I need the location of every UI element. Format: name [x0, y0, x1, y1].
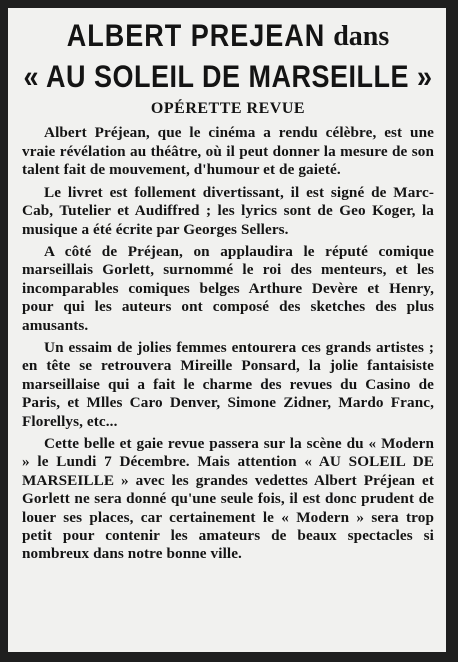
paragraph: Cette belle et gaie revue passera sur la scène du « Modern » le Lundi 7 Décembre. Mais attention « AU SOLEIL DE MARSEILLE » avec les grandes vedettes Albert Préjean et Gorlett ne sera donné qu'une seule fois, il est donc prudent de louer ses places, car certainement le « Modern » sera trop petit pour contenir les amateurs de beaux spectacles si nombreux dans notre bonne ville.	[22, 434, 434, 563]
article-body	[22, 124, 434, 563]
headline-title: ALBERT PREJEAN	[66, 18, 326, 54]
newspaper-clipping	[8, 8, 446, 652]
subtitle: OPÉRETTE REVUE	[150, 100, 306, 118]
paragraph: Albert Préjean, que le cinéma a rendu célèbre, est une vraie révélation au théâtre, où il peut donner la mesure de son talent fait de mouvement, d'humour et de gaieté.	[22, 124, 434, 179]
headline	[22, 18, 434, 54]
headline-connector: dans	[333, 21, 390, 52]
paragraph: Un essaim de jolies femmes entourera ces grands artistes ; en tête se retrouvera Mireille Ponsard, la jolie fantaisiste marseillaise qui a fait le charme des revues du Casino de Paris, et Mlles Caro Denver, Simone Zidner, Mardo Franc, Florellys, etc...	[22, 338, 434, 430]
paragraph: A côté de Préjean, on applaudira le réputé comique marseillais Gorlett, surnommé le roi des menteurs, et les incomparables comiques belges Arthure Devère et Henry, pour qui les auteurs ont composé des sketches des plus amusants.	[22, 242, 434, 334]
headline-show-title-row	[22, 53, 434, 93]
paragraph: Le livret est follement divertissant, il est signé de Marc-Cab, Tutelier et Audiffred ; les lyrics sont de Geo Koger, la musique a été écrite par Georges Sellers.	[22, 183, 434, 238]
headline-show-title: « AU SOLEIL DE MARSEILLE »	[23, 59, 433, 94]
